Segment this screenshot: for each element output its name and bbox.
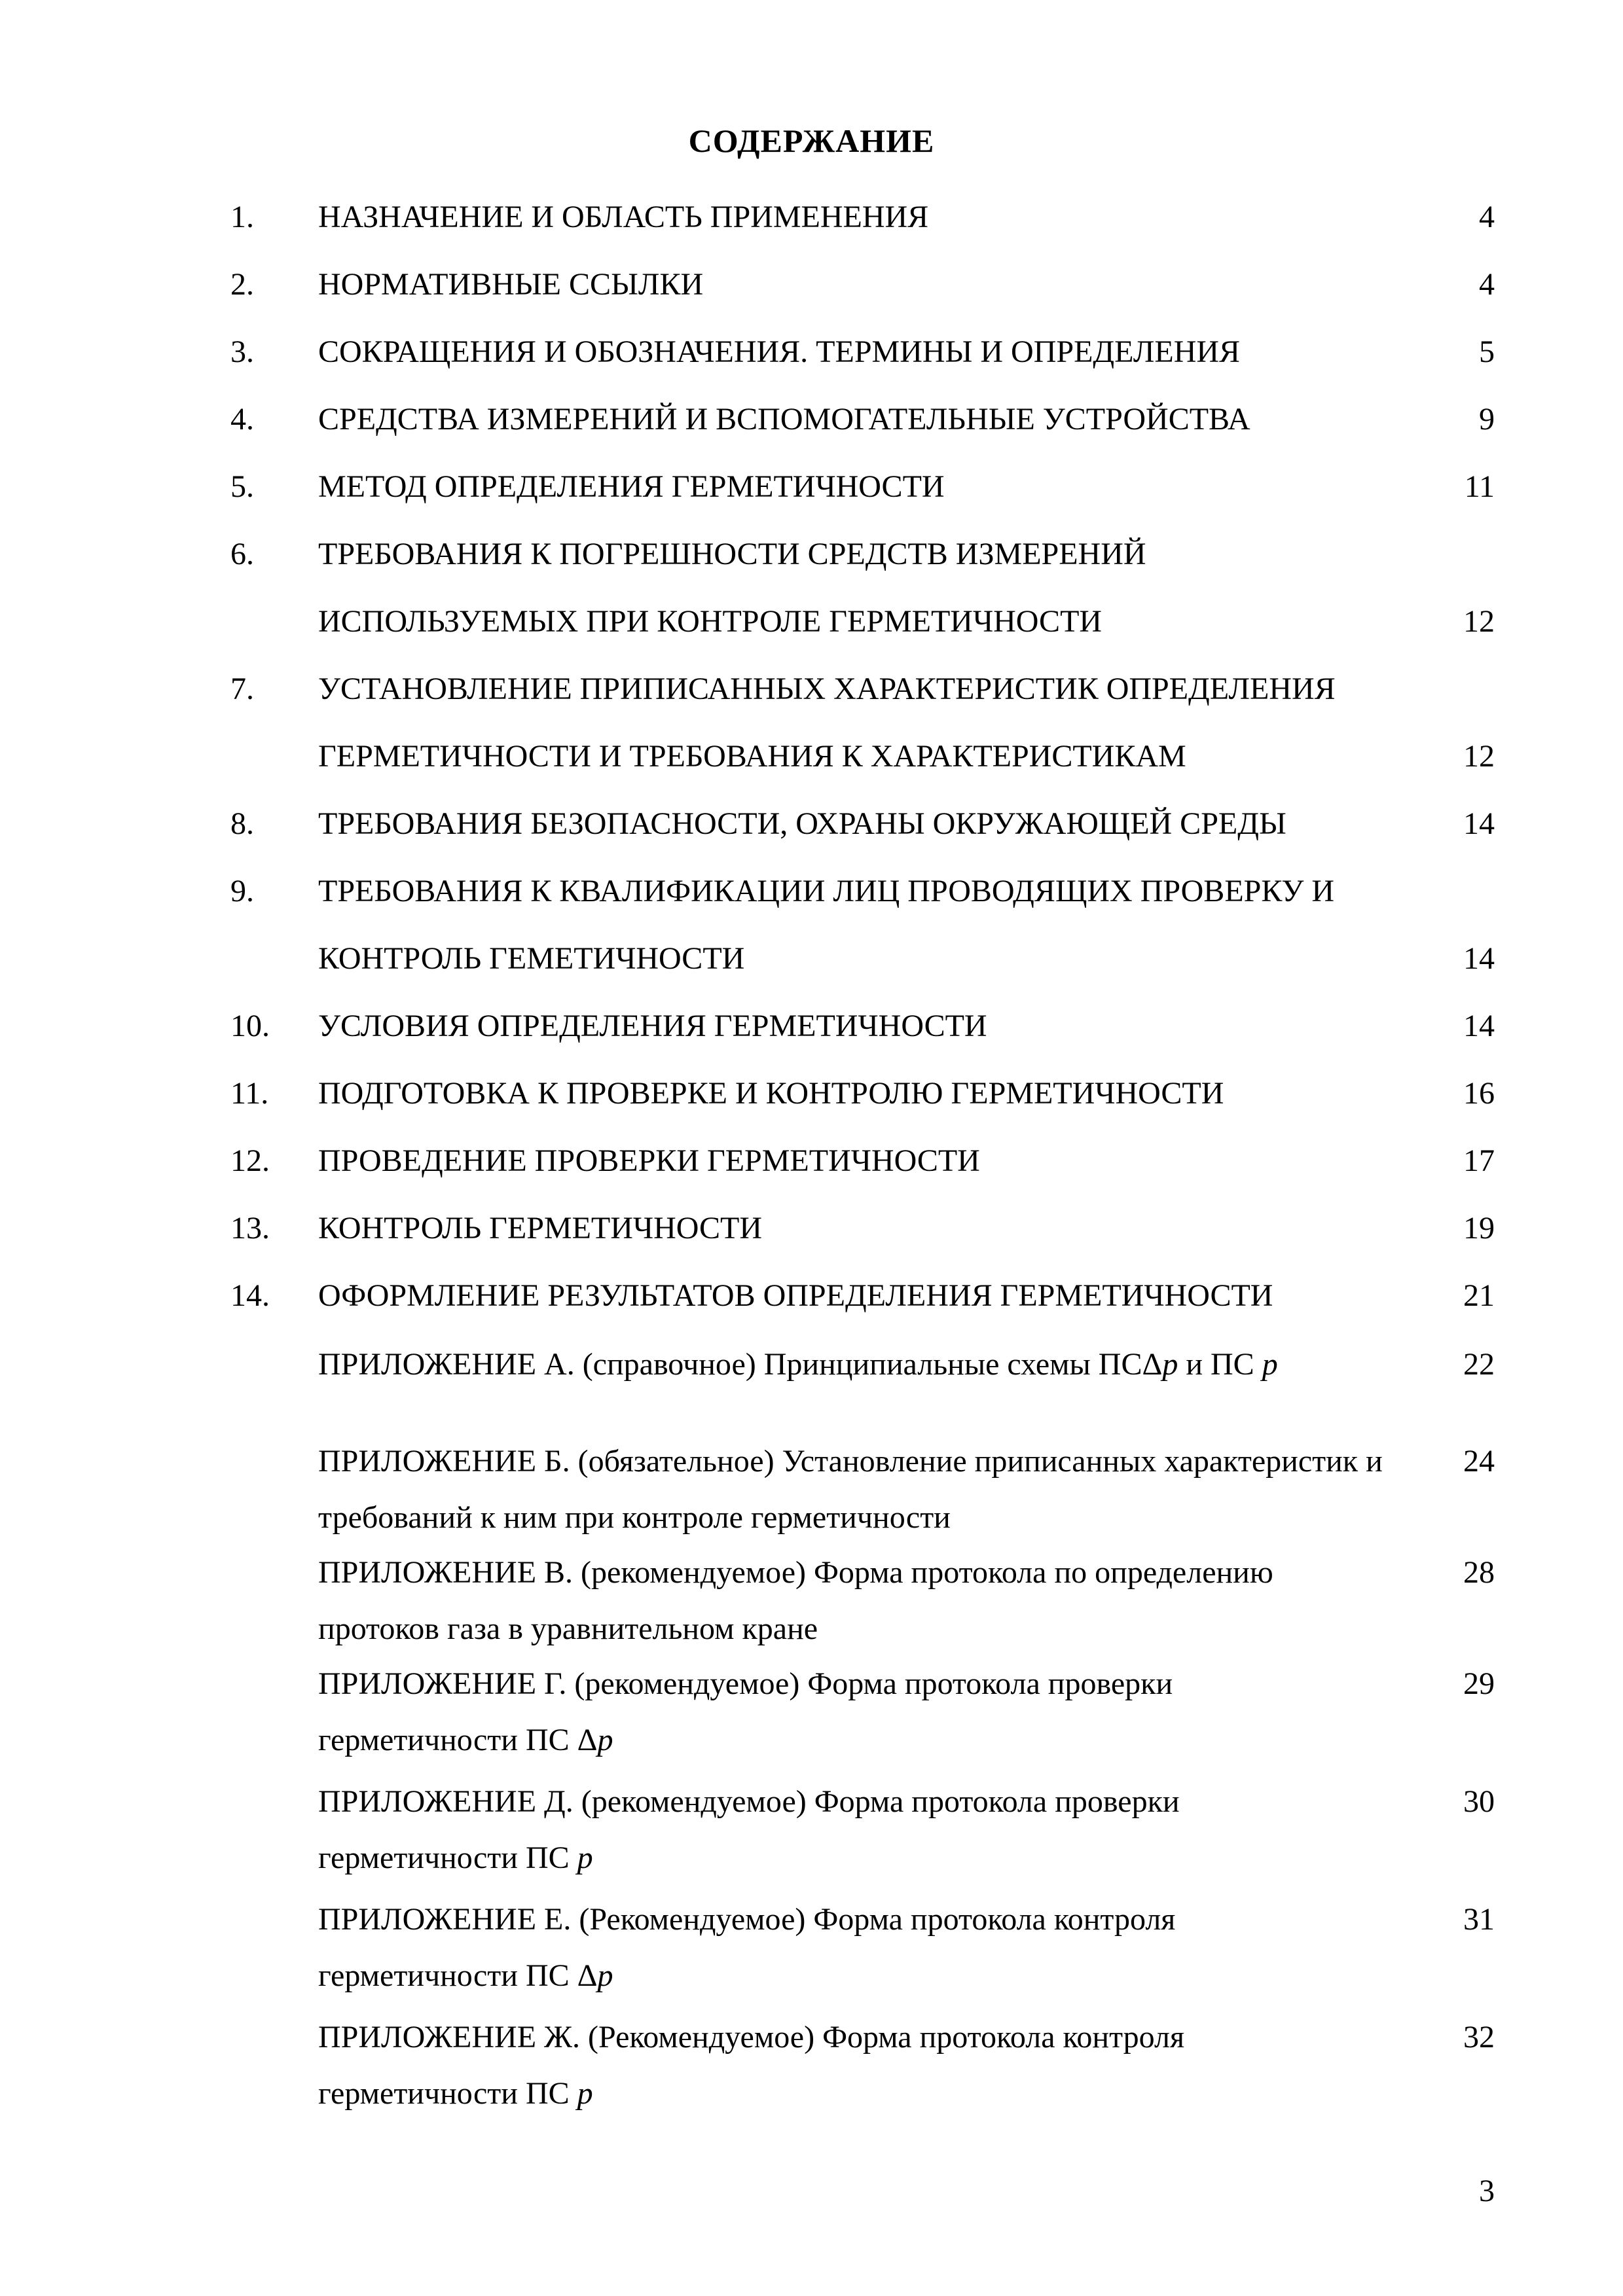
- appendix-line: [318, 1656, 1457, 1712]
- delta-symbol: Δ: [577, 1723, 598, 1757]
- appendix-line: [318, 1892, 1457, 1948]
- section-title: НАЗНАЧЕНИЕ И ОБЛАСТЬ ПРИМЕНЕНИЯ: [318, 200, 929, 234]
- appendix-title: ПРИЛОЖЕНИЕ Д. (рекомендуемое) Форма протокола проверки: [318, 1784, 1180, 1819]
- section-page: 21: [1463, 1278, 1495, 1313]
- appendix-page: 24: [1463, 1444, 1495, 1479]
- section-number: 5.: [230, 469, 254, 504]
- p-symbol: p: [597, 1723, 613, 1757]
- appendix-text: [318, 2009, 1457, 2122]
- section-number: 2.: [230, 267, 254, 302]
- section-title: УСЛОВИЯ ОПРЕДЕЛЕНИЯ ГЕРМЕТИЧНОСТИ: [318, 1009, 987, 1043]
- appendix-page: 30: [1463, 1784, 1495, 1819]
- p-symbol: p: [577, 2076, 593, 2111]
- appendix-text: [318, 1774, 1457, 1886]
- p-symbol: p: [1262, 1347, 1278, 1382]
- section-title: ТРЕБОВАНИЯ БЕЗОПАСНОСТИ, ОХРАНЫ ОКРУЖАЮЩЕЙ СРЕДЫ: [318, 806, 1286, 841]
- appendix-line: [318, 1433, 1457, 1490]
- section-number: 4.: [230, 402, 254, 437]
- section-page: 5: [1479, 334, 1495, 369]
- p-symbol: p: [577, 1840, 593, 1875]
- section-title: НОРМАТИВНЫЕ ССЫЛКИ: [318, 267, 704, 302]
- appendix-page: 31: [1463, 1902, 1495, 1937]
- section-number: 9.: [230, 874, 254, 908]
- appendix-title: ПРИЛОЖЕНИЕ Е. (Рекомендуемое) Форма протокола контроля: [318, 1902, 1176, 1937]
- appendix-line: [318, 2066, 1457, 2122]
- section-page: 12: [1463, 604, 1495, 639]
- section-number: 14.: [230, 1278, 270, 1313]
- section-number: 8.: [230, 806, 254, 841]
- section-number: 6.: [230, 537, 254, 571]
- section-title: ТРЕБОВАНИЯ К КВАЛИФИКАЦИИ ЛИЦ ПРОВОДЯЩИХ ПРОВЕРКУ И: [318, 874, 1335, 908]
- p-symbol: p: [1162, 1347, 1178, 1382]
- section-title: ОФОРМЛЕНИЕ РЕЗУЛЬТАТОВ ОПРЕДЕЛЕНИЯ ГЕРМЕТИЧНОСТИ: [318, 1278, 1273, 1313]
- section-title: ТРЕБОВАНИЯ К ПОГРЕШНОСТИ СРЕДСТВ ИЗМЕРЕНИЙ: [318, 537, 1146, 571]
- appendix-subtitle: протоков газа в уравнительном кране: [318, 1611, 818, 1646]
- appendix-text: [318, 1656, 1457, 1768]
- appendix-symbol: [577, 1958, 613, 1993]
- appendix-line: [318, 1490, 1457, 1546]
- page-title: СОДЕРЖАНИЕ: [688, 122, 935, 159]
- appendix-line: [318, 1545, 1457, 1601]
- section-page: 11: [1464, 469, 1495, 504]
- appendix-text: [318, 1336, 1457, 1393]
- section-title: ГЕРМЕТИЧНОСТИ И ТРЕБОВАНИЯ К ХАРАКТЕРИСТИКАМ: [318, 739, 1186, 774]
- appendix-subtitle: герметичности ПС: [318, 2076, 577, 2111]
- appendix-conjunction: и ПС: [1178, 1347, 1262, 1382]
- section-page: 16: [1463, 1076, 1495, 1111]
- symbol-delta-p: [1142, 1347, 1178, 1382]
- section-number: 7.: [230, 672, 254, 706]
- appendix-title: ПРИЛОЖЕНИЕ Ж. (Рекомендуемое) Форма протокола контроля: [318, 2020, 1185, 2054]
- p-symbol: p: [597, 1958, 613, 1993]
- section-title: КОНТРОЛЬ ГЕРМЕТИЧНОСТИ: [318, 1211, 762, 1246]
- section-page: 14: [1463, 1009, 1495, 1043]
- delta-symbol: Δ: [577, 1958, 598, 1993]
- appendix-symbol: [577, 1723, 613, 1757]
- section-page: 14: [1463, 806, 1495, 841]
- section-number: 12.: [230, 1143, 270, 1178]
- section-title: УСТАНОВЛЕНИЕ ПРИПИСАННЫХ ХАРАКТЕРИСТИК ОПРЕДЕЛЕНИЯ: [318, 672, 1336, 706]
- section-title: ПОДГОТОВКА К ПРОВЕРКЕ И КОНТРОЛЮ ГЕРМЕТИЧНОСТИ: [318, 1076, 1224, 1111]
- appendix-symbol: [577, 2076, 593, 2111]
- delta-symbol: Δ: [1142, 1347, 1163, 1382]
- section-title: ИСПОЛЬЗУЕМЫХ ПРИ КОНТРОЛЕ ГЕРМЕТИЧНОСТИ: [318, 604, 1103, 639]
- appendix-subtitle: требований к ним при контроле герметичности: [318, 1500, 951, 1535]
- appendix-page: 28: [1463, 1555, 1495, 1590]
- section-page: 9: [1479, 402, 1495, 437]
- appendix-symbol: [577, 1840, 593, 1875]
- appendix-title: ПРИЛОЖЕНИЕ Г. (рекомендуемое) Форма протокола проверки: [318, 1666, 1173, 1701]
- appendix-page: 22: [1463, 1347, 1495, 1382]
- appendix-text: [318, 1433, 1457, 1546]
- appendix-title: ПРИЛОЖЕНИЕ А. (справочное) Принципиальные схемы ПС: [318, 1347, 1142, 1382]
- appendix-subtitle: герметичности ПС: [318, 1840, 577, 1875]
- section-title: КОНТРОЛЬ ГЕМЕТИЧНОСТИ: [318, 941, 745, 976]
- appendix-subtitle: герметичности ПС: [318, 1958, 577, 1993]
- section-number: 11.: [230, 1076, 269, 1111]
- section-title: ПРОВЕДЕНИЕ ПРОВЕРКИ ГЕРМЕТИЧНОСТИ: [318, 1143, 980, 1178]
- section-page: 4: [1479, 200, 1495, 234]
- section-number: 13.: [230, 1211, 270, 1246]
- section-title: МЕТОД ОПРЕДЕЛЕНИЯ ГЕРМЕТИЧНОСТИ: [318, 469, 945, 504]
- appendix-text: [318, 1892, 1457, 2004]
- appendix-line: [318, 1774, 1457, 1830]
- appendix-title: ПРИЛОЖЕНИЕ В. (рекомендуемое) Форма протокола по определению: [318, 1555, 1273, 1590]
- page-number: 3: [1479, 2174, 1495, 2208]
- appendix-line: [318, 1601, 1457, 1657]
- section-page: 4: [1479, 267, 1495, 302]
- appendix-title: ПРИЛОЖЕНИЕ Б. (обязательное) Установление приписанных характеристик и: [318, 1444, 1383, 1479]
- section-title: СРЕДСТВА ИЗМЕРЕНИЙ И ВСПОМОГАТЕЛЬНЫЕ УСТРОЙСТВА: [318, 402, 1250, 437]
- section-page: 19: [1463, 1211, 1495, 1246]
- appendix-line: [318, 1948, 1457, 2004]
- section-number: 1.: [230, 200, 254, 234]
- section-page: 12: [1463, 739, 1495, 774]
- section-title: СОКРАЩЕНИЯ И ОБОЗНАЧЕНИЯ. ТЕРМИНЫ И ОПРЕДЕЛЕНИЯ: [318, 334, 1241, 369]
- appendix-line: [318, 1830, 1457, 1886]
- section-page: 14: [1463, 941, 1495, 976]
- appendix-line: [318, 2009, 1457, 2066]
- appendix-text: [318, 1545, 1457, 1657]
- appendix-page: 29: [1463, 1666, 1495, 1701]
- appendix-line: [318, 1712, 1457, 1768]
- section-number: 3.: [230, 334, 254, 369]
- appendix-page: 32: [1463, 2020, 1495, 2054]
- section-number: 10.: [230, 1009, 270, 1043]
- appendix-subtitle: герметичности ПС: [318, 1723, 577, 1757]
- appendix-line: [318, 1336, 1457, 1393]
- section-page: 17: [1463, 1143, 1495, 1178]
